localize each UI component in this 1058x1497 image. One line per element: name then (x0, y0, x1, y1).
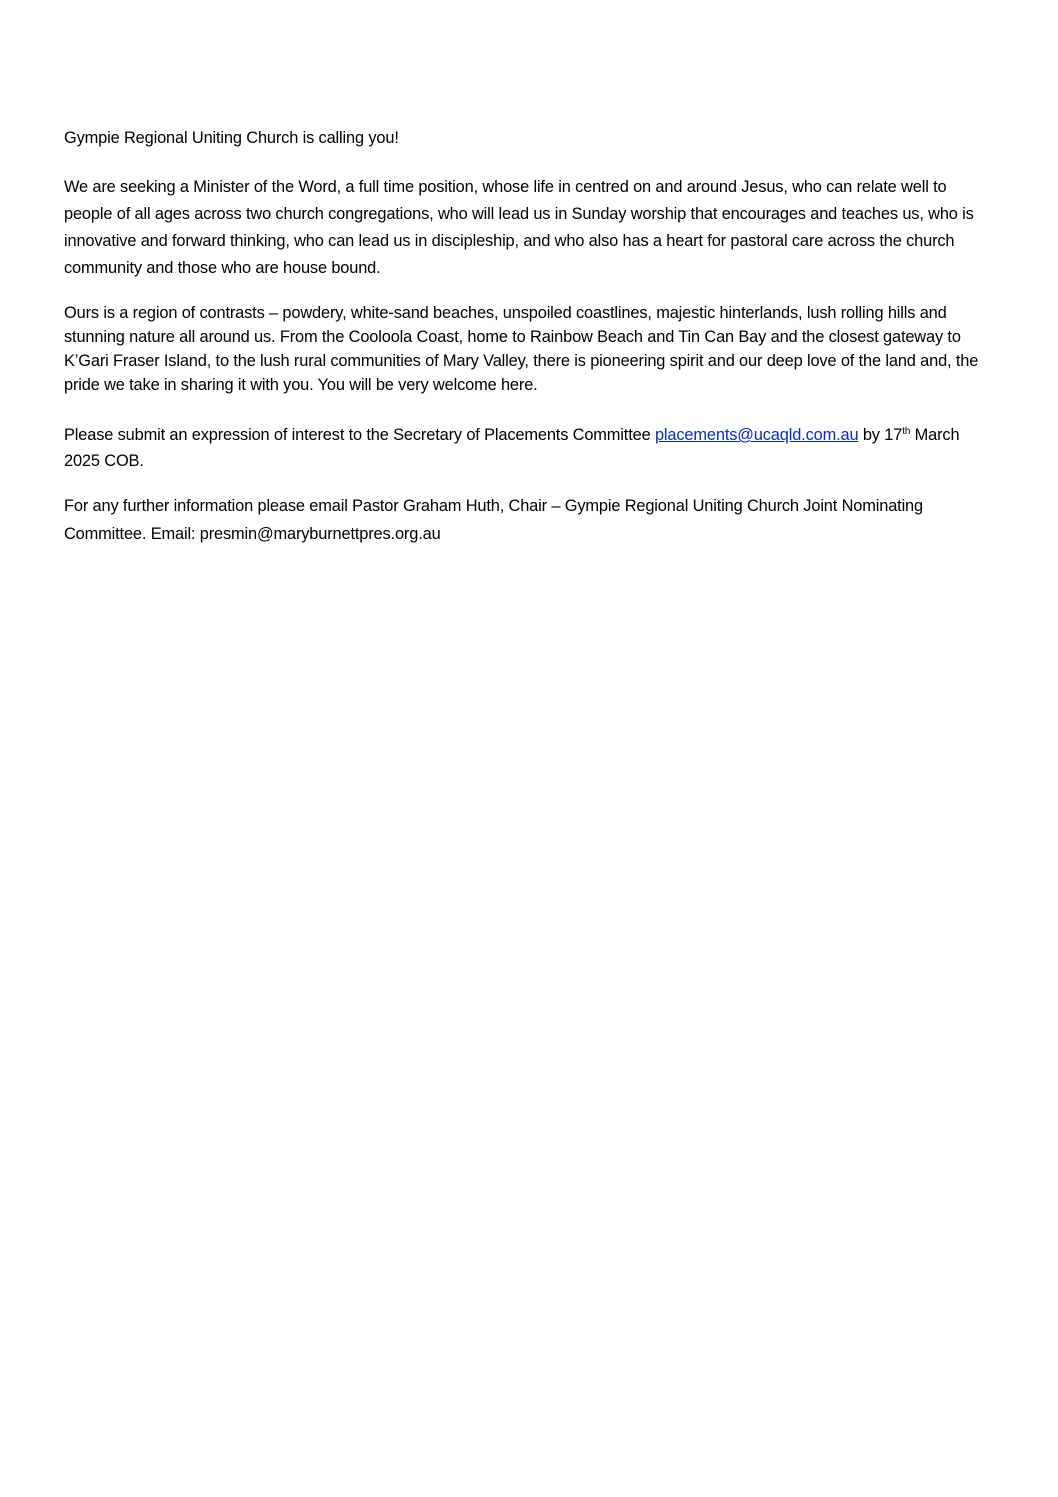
submit-paragraph (64, 422, 984, 474)
document-body (64, 125, 984, 548)
info-paragraph: For any further information please email Pastor Graham Huth, Chair – Gympie Regional Uniting Church Joint Nominating Committee. Email: presmin@maryburnettpres.org.au (64, 497, 923, 543)
seeking-paragraph: We are seeking a Minister of the Word, a full time position, whose life in centred on and around Jesus, who can relate well to people of all ages across two church congregations, who will lead us in Sunday worship that encourages and teaches us, who is innovative and forward thinking, who can lead us in discipleship, and who also has a heart for pastoral care across the church community and those who are house bound. (64, 178, 974, 277)
placements-email-link[interactable]: placements@ucaqld.com.au (654, 426, 859, 444)
region-paragraph: Ours is a region of contrasts – powdery, white-sand beaches, unspoiled coastlines, majestic hinterlands, lush rolling hills and stunning nature all around us. From the Cooloola Coast, home to Rainbow Beach and Tin Can Bay and the closest gateway to K’Gari Fraser Island, to the lush rural communities of Mary Valley, there is pioneering spirit and our deep love of the land and, the pride we take in sharing it with you. You will be very welcome here. (64, 304, 979, 394)
submit-text-after: by 17 (858, 426, 903, 444)
greeting-paragraph: Gympie Regional Uniting Church is calling you! (64, 129, 399, 147)
date-ordinal-suffix: th (902, 426, 911, 437)
submit-text-end: March 2025 COB. (64, 426, 960, 470)
submit-text-before: Please submit an expression of interest to the Secretary of Placements Committee (64, 426, 655, 444)
